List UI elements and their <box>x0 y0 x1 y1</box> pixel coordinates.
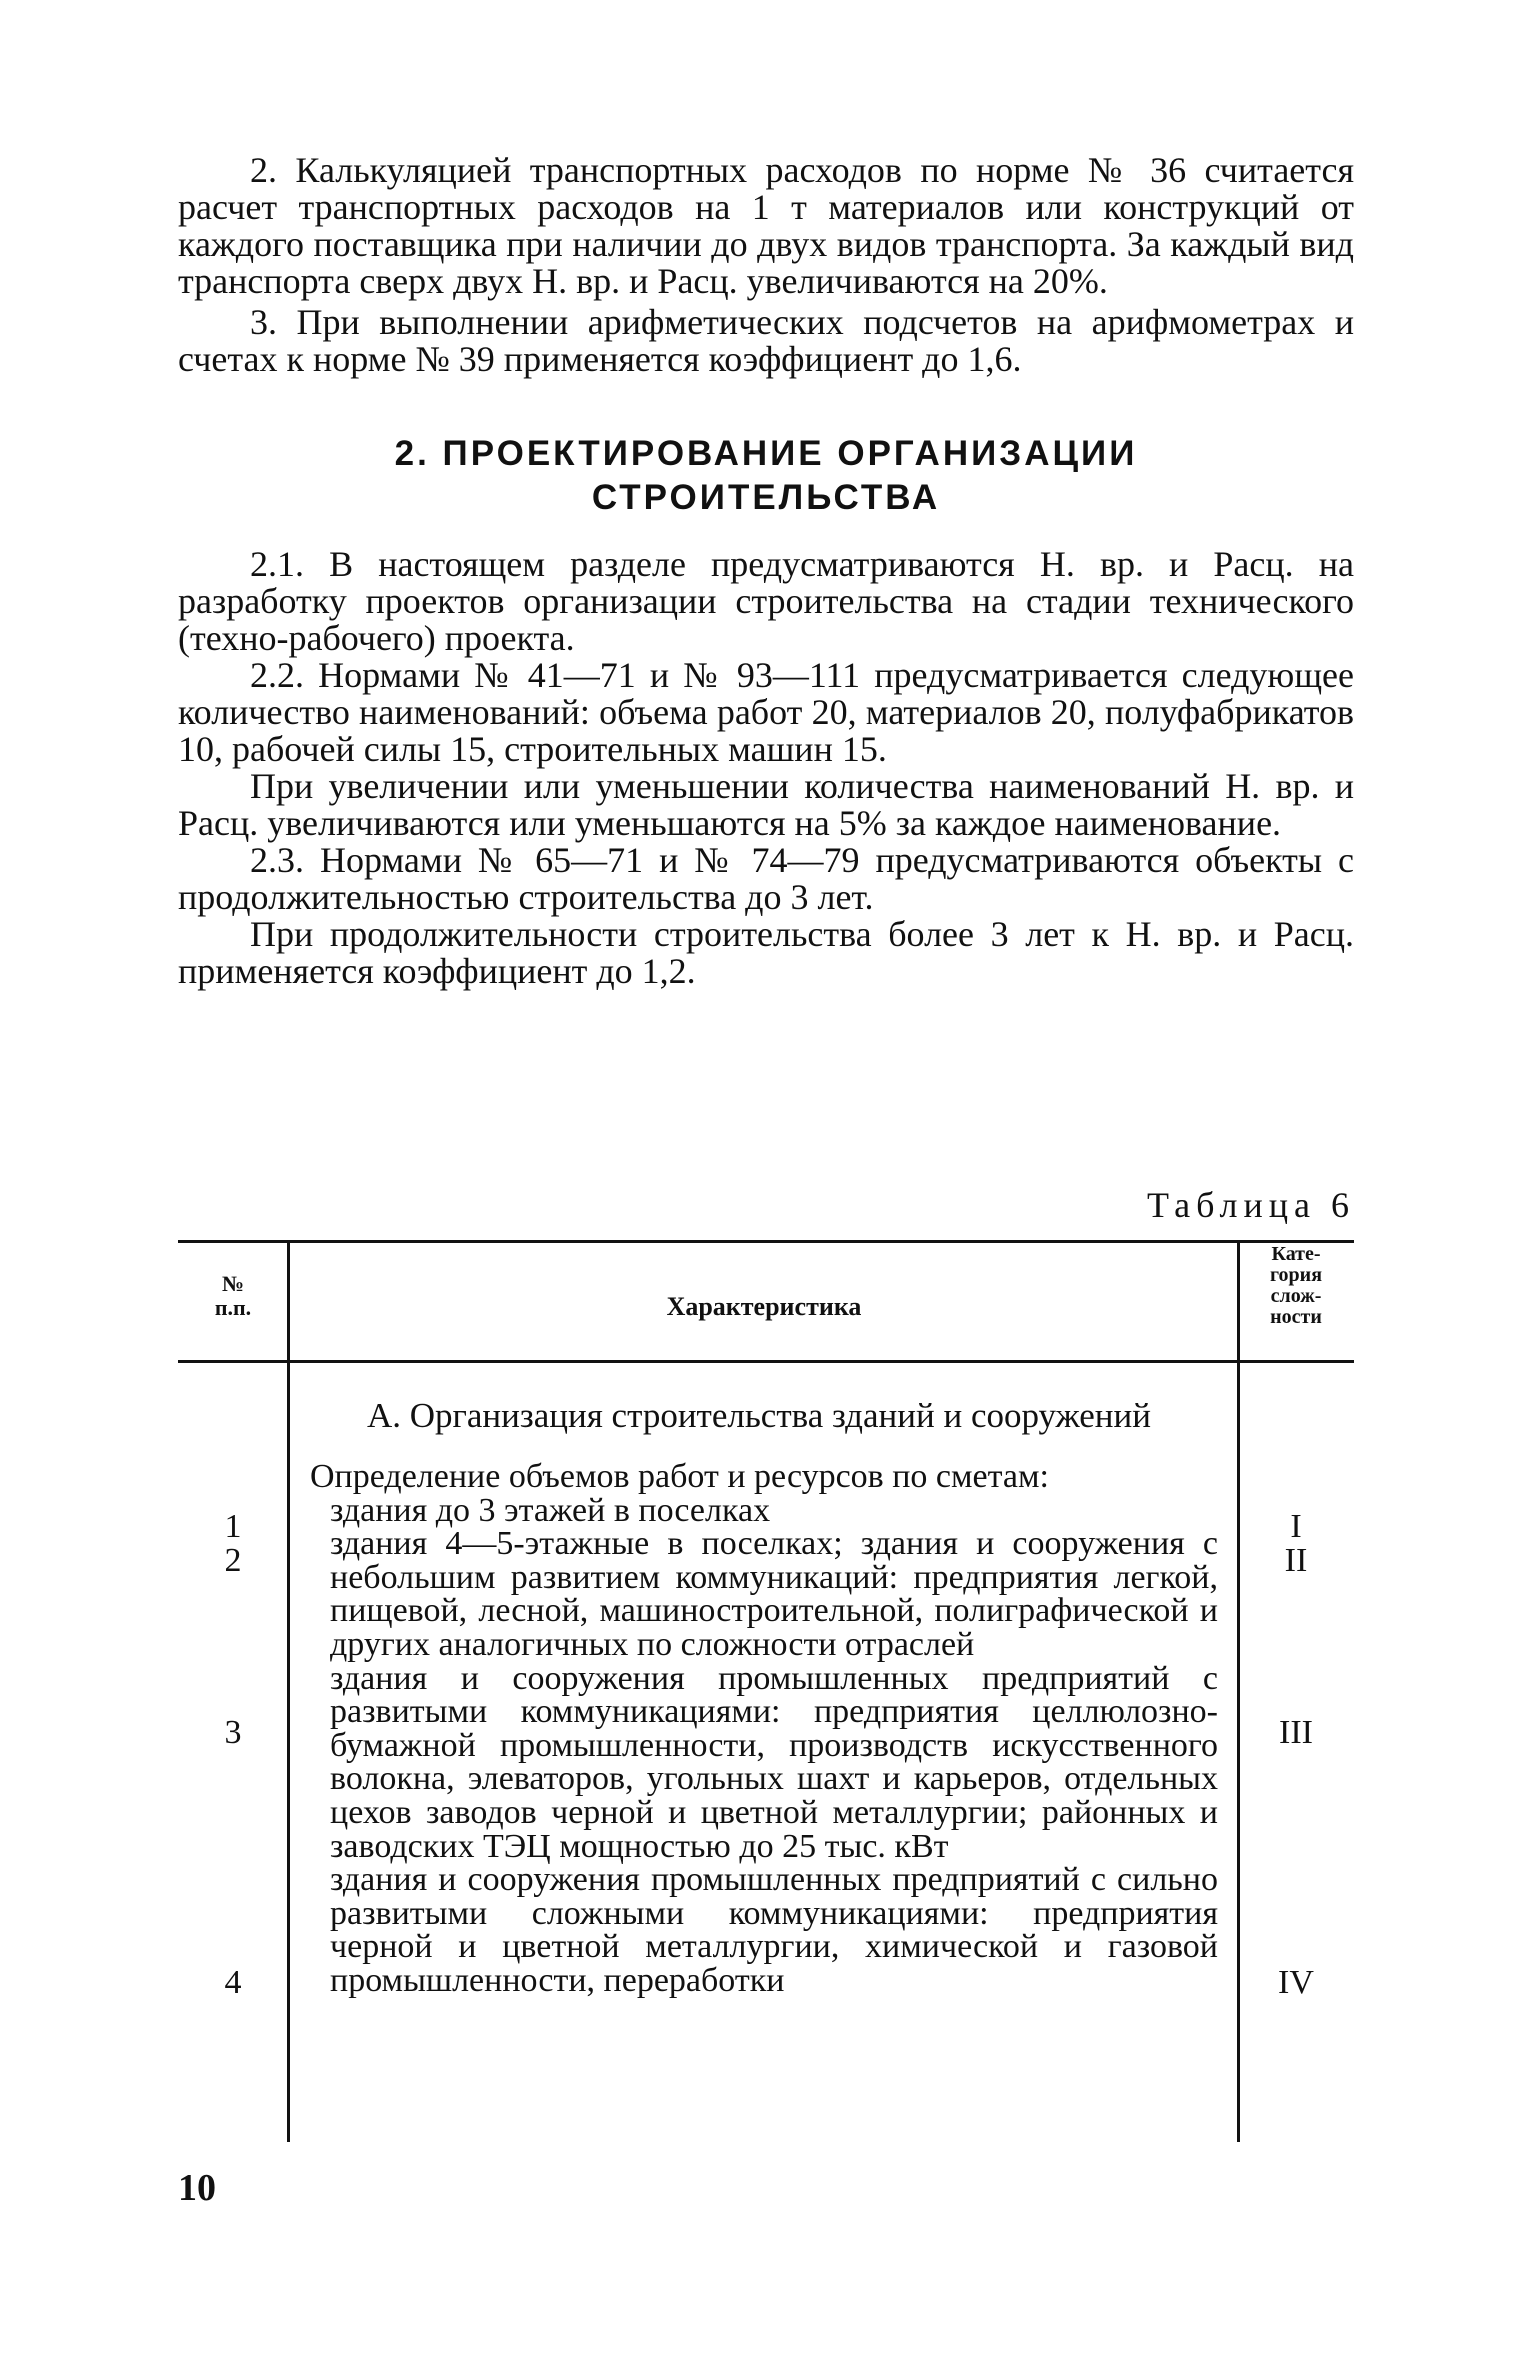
paragraph-2-3: 2.3. Нормами № 65—71 и № 74—79 предусматриваются объекты с продолжительностью строительства до 3 лет. <box>178 840 1354 917</box>
page-number: 10 <box>178 2167 216 2209</box>
table-header-rule <box>178 1360 1354 1363</box>
row-category: II <box>1284 1542 1308 1579</box>
table-divider-right <box>1237 1240 1240 2142</box>
row-number: 4 <box>224 1964 242 2001</box>
table-divider-left <box>287 1240 290 2142</box>
paragraph-naming-change: При увеличении или уменьшении количества наименований Н. вр. и Расц. увеличиваются или уменьшаются на 5% за каждое наименование. <box>178 766 1354 843</box>
table-top-rule <box>178 1240 1354 1243</box>
header-number: № п.п. <box>214 1271 252 1320</box>
row-number: 3 <box>224 1714 242 1751</box>
paragraph-duration-coefficient: При продолжительности строительства более 3 лет к Н. вр. и Расц. применяется коэффициент до 1,2. <box>178 914 1354 991</box>
table-row: здания и сооружения промышленных предприятий с развитыми коммуникациями: предприятия целлюлозно-бумажной промышленности, производств искусственного волокна, элеваторов, угольных шахт и карьеров, отдельных цехов заводов черной и цветной металлургии; районных и заводских ТЭЦ мощностью до 25 тыс. кВт <box>330 1659 1218 1865</box>
table-row: здания до 3 этажей в поселках <box>330 1491 771 1529</box>
row-category: IV <box>1278 1964 1314 2001</box>
table-caption: Таблица 6 <box>1147 1185 1355 1225</box>
row-category: I <box>1290 1508 1302 1545</box>
row-number: 2 <box>224 1542 242 1579</box>
header-characteristic: Характеристика <box>666 1292 862 1321</box>
section-text <box>178 546 1354 990</box>
section-heading-line1: 2. ПРОЕКТИРОВАНИЕ ОРГАНИЗАЦИИ <box>394 434 1138 473</box>
table-intro-row: Определение объемов работ и ресурсов по сметам: <box>310 1458 1049 1495</box>
header-category: Кате- гория слож- ности <box>1269 1243 1323 1328</box>
paragraph-2-2: 2.2. Нормами № 41—71 и № 93—111 предусматривается следующее количество наименований: объема работ 20, материалов 20, полуфабрикатов 10, рабочей силы 15, строительных машин 15. <box>178 655 1354 769</box>
table-row: здания 4—5-этажные в поселках; здания и сооружения с небольшим развитием коммуникаций: предприятия легкой, пищевой, лесной, машиностроительной, полиграфической и других аналогичных по сложности отраслей <box>330 1525 1218 1663</box>
row-category: III <box>1279 1714 1313 1751</box>
intro-text <box>178 152 1354 378</box>
paragraph-transport-costs: 2. Калькуляцией транспортных расходов по норме № 36 считается расчет транспортных расходов на 1 т материалов или конструкций от каждого поставщика при наличии до двух видов транспорта. За каждый вид транспорта сверх двух Н. вр. и Расц. увеличиваются на 20%. <box>178 150 1354 301</box>
table-body <box>300 1396 1218 1998</box>
section-heading <box>178 432 1354 520</box>
table-row: здания и сооружения промышленных предприятий с сильно развитыми сложными коммуникациями: предприятия черной и цветной металлургии, химической и газовой промышленности, переработки <box>330 1861 1218 1999</box>
paragraph-arithmetic-coefficient: 3. При выполнении арифметических подсчетов на арифмометрах и счетах к норме № 39 применяется коэффициент до 1,6. <box>178 302 1354 379</box>
paragraph-2-1: 2.1. В настоящем разделе предусматриваются Н. вр. и Расц. на разработку проектов организации строительства на стадии технического (техно-рабочего) проекта. <box>178 544 1354 658</box>
table-section-title: А. Организация строительства зданий и сооружений <box>366 1396 1151 1435</box>
row-number: 1 <box>224 1508 242 1545</box>
section-heading-line2: СТРОИТЕЛЬСТВА <box>591 478 941 517</box>
